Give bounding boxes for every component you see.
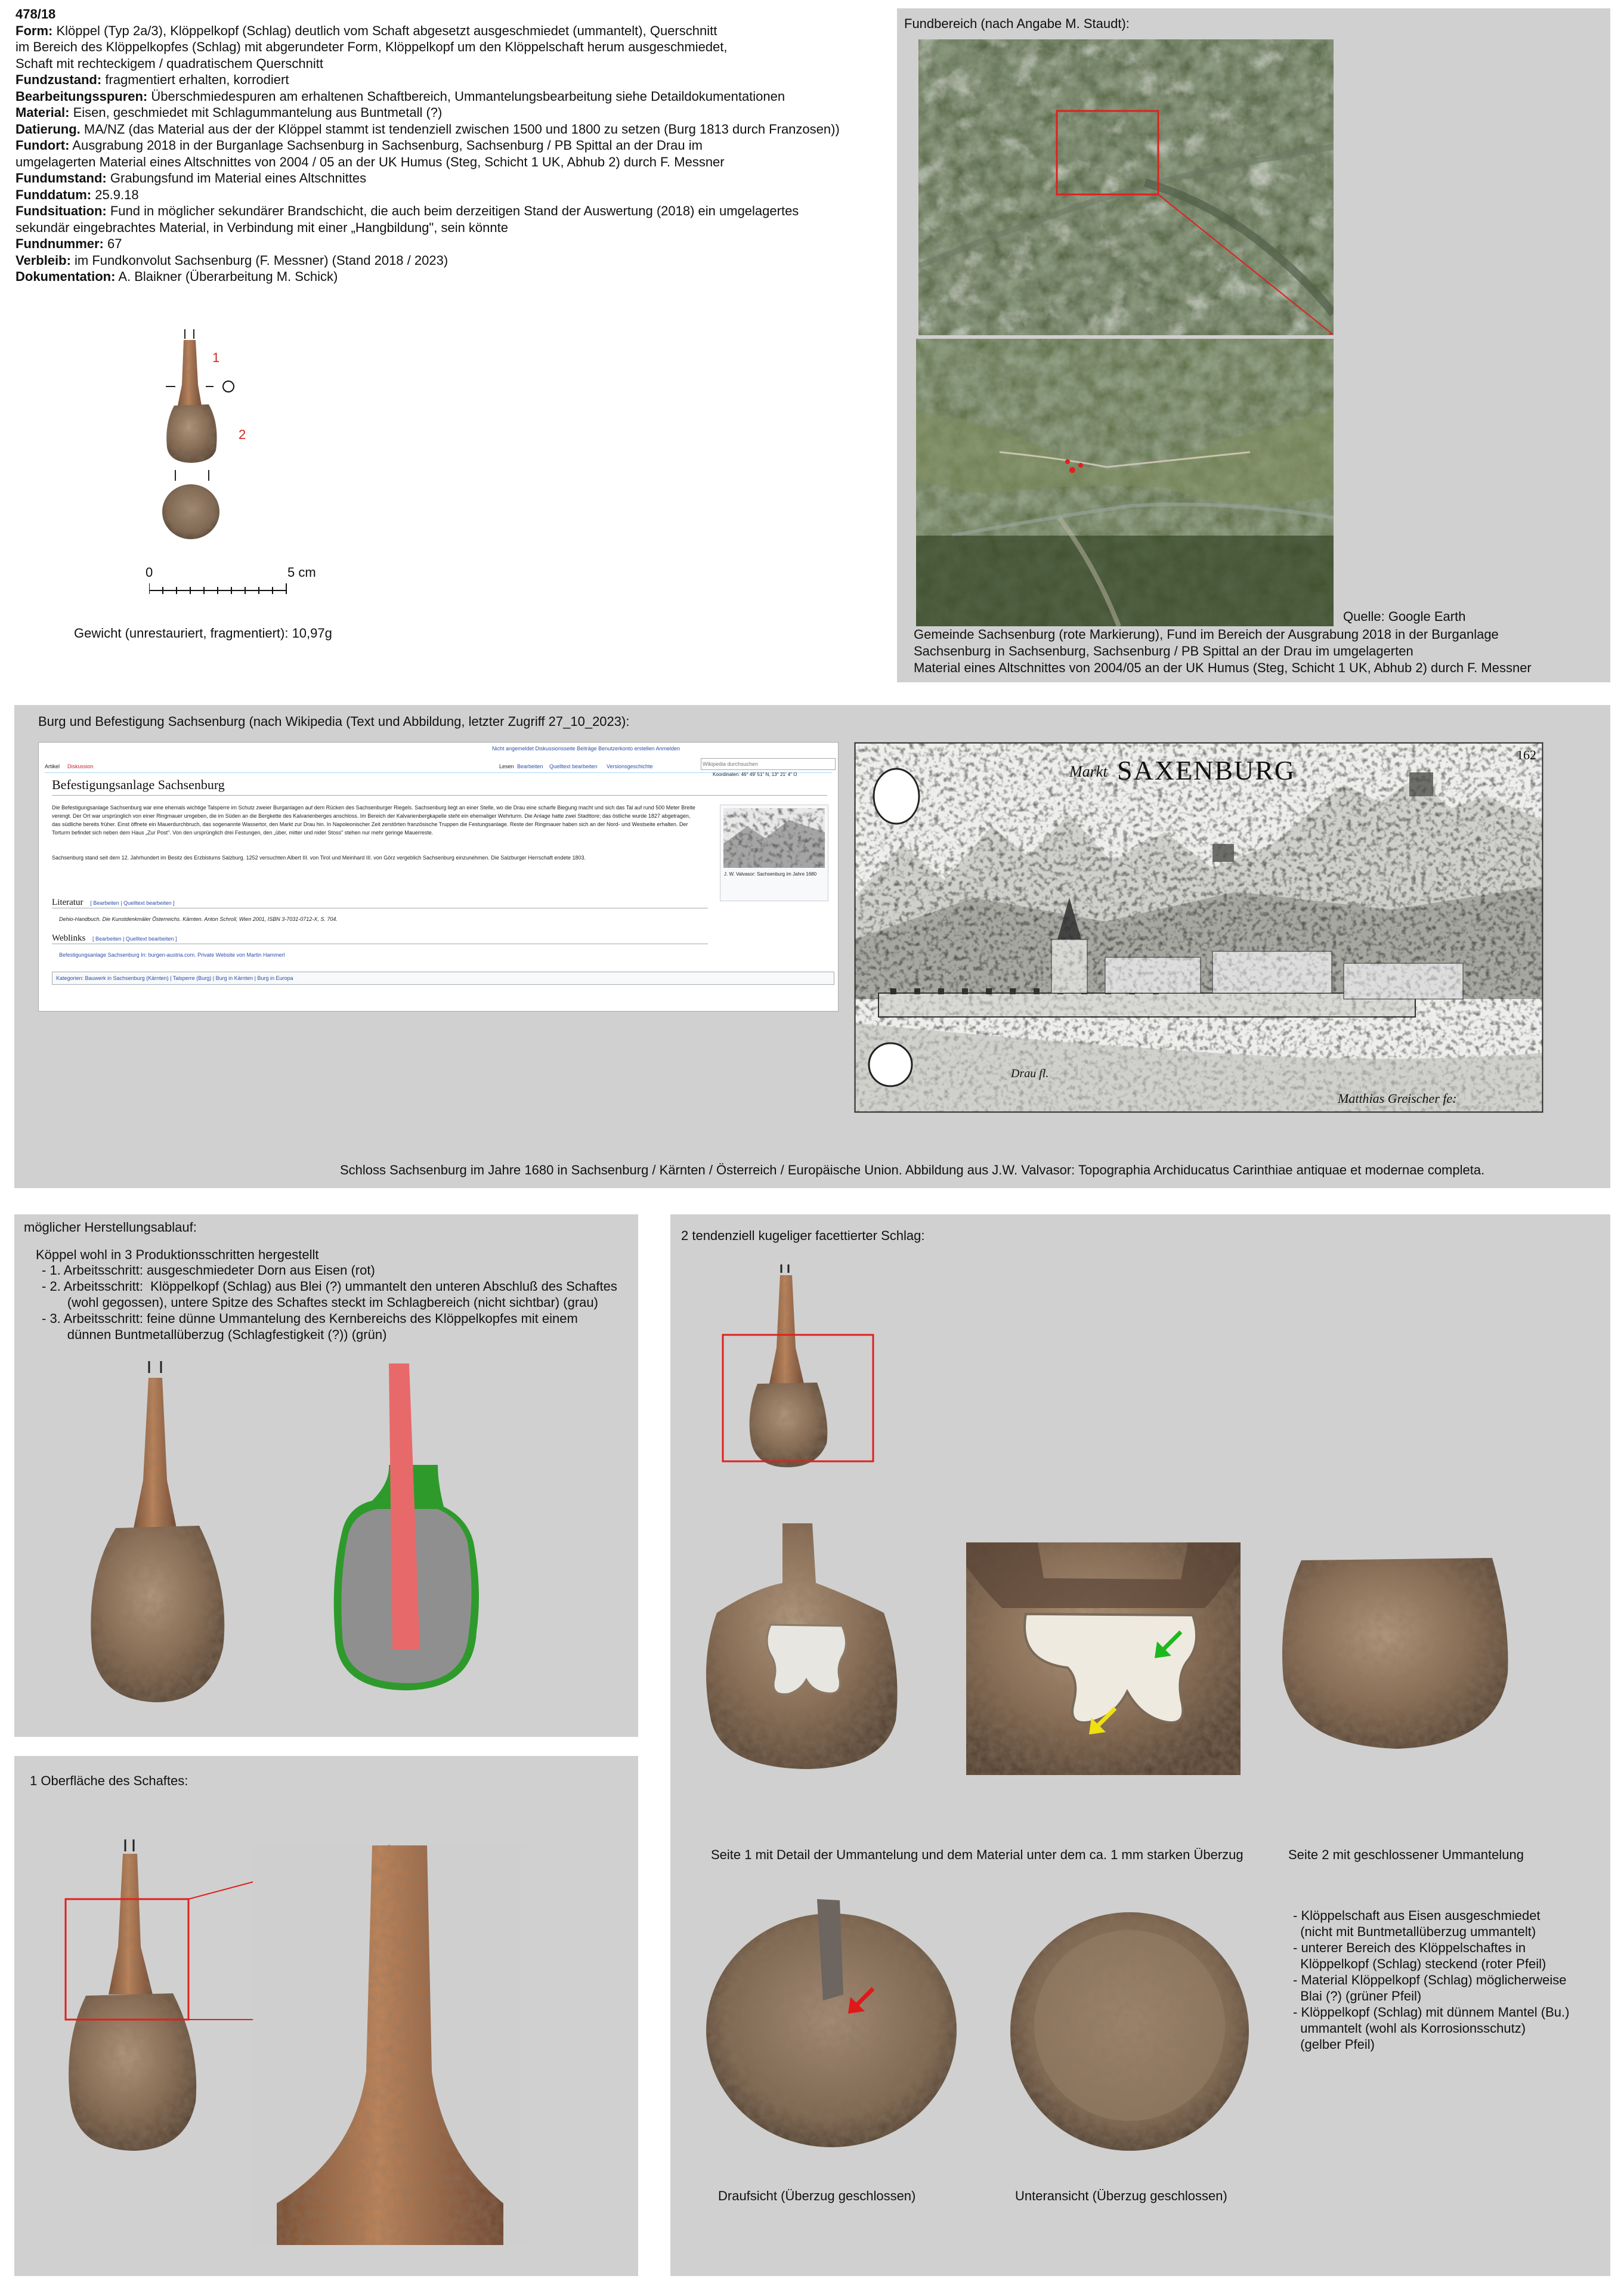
wiki-lit-heading	[52, 898, 708, 908]
production-panel	[14, 1214, 638, 1737]
header-line	[16, 268, 886, 285]
head-title: 2 tendenziell kugeliger facettierter Schlag:	[681, 1228, 925, 1243]
wiki-thumbnail-caption: J. W. Valvasor: Sachsenburg im Jahre 1680	[724, 871, 817, 877]
map-caption-line: Sachsenburg in Sachsenburg, Sachsenburg / PB Spittal an der Drau im umgelagerten	[914, 644, 1413, 658]
head-top-view-photo	[700, 1899, 963, 2150]
head-note-line: - Klöppelkopf (Schlag) mit dünnem Mantel (Bu.)	[1293, 2005, 1570, 2020]
map-caption-line: Gemeinde Sachsenburg (rote Markierung), Fund im Bereich der Ausgrabung 2018 in der Burganlage	[914, 627, 1499, 642]
header-line-text: Ausgrabung 2018 in der Burganlage Sachsenburg in Sachsenburg, Sachsenburg / PB Spittal an der Drau im	[69, 138, 703, 153]
header-line	[16, 154, 886, 171]
map-source: Quelle: Google Earth	[1343, 609, 1466, 624]
header-line	[16, 219, 886, 236]
clapper-photo-process	[74, 1361, 241, 1719]
head-note-line: (nicht mit Buntmetallüberzug ummantelt)	[1293, 1924, 1536, 1939]
header-line	[16, 104, 886, 121]
header-line-label: Fundsituation:	[16, 203, 107, 218]
head-note-line: Blai (?) (grüner Pfeil)	[1293, 1989, 1422, 2003]
wiki-search-input[interactable]	[701, 758, 836, 770]
header-line	[16, 23, 886, 39]
satellite-map-detail	[916, 339, 1334, 626]
header-line-label: Material:	[16, 105, 70, 120]
header-line-text: 25.9.18	[91, 187, 139, 202]
engraving-title-small: Markt	[1069, 763, 1108, 780]
header-line	[16, 170, 886, 187]
header-line-label: Fundzustand:	[16, 72, 102, 87]
wiki-user-links[interactable]: Nicht angemeldet Diskussionsseite Beiträge Benutzerkonto erstellen Anmelden	[492, 746, 680, 752]
tab-discussion[interactable]: Diskussion	[67, 763, 94, 769]
scale-label-5: 5 cm	[287, 565, 316, 580]
engraving-signature: Matthias Greischer fe:	[1338, 1091, 1457, 1106]
header-line-label: Fundnummer:	[16, 236, 104, 251]
production-title: möglicher Herstellungsablauf:	[24, 1220, 197, 1235]
production-step: dünnen Buntmetallüberzug (Schlagfestigkeit (?)) (grün)	[42, 1327, 387, 1342]
header-line-text: Überschmiedespuren am erhaltenen Schaftbereich, Ummantelungsbearbeitung siehe Detaildokumentationen	[147, 88, 785, 104]
wiki-article-title: Befestigungsanlage Sachsenburg	[52, 777, 827, 796]
header-line-text: umgelagerten Material eines Altschnittes von 2004 / 05 an der UK Humus (Steg, Schicht 1 UK, Abhub 2) durch F. Messner	[16, 154, 725, 169]
wiki-categories[interactable]: Kategorien: Bauwerk in Sachsenburg (Kärnten) | Talsperre (Burg) | Burg in Kärnten | Burg in Europa	[52, 972, 834, 985]
shaft-title: 1 Oberfläche des Schaftes:	[30, 1773, 188, 1788]
header-line-label: Fundort:	[16, 138, 70, 153]
header-line-text: im Bereich des Klöppelkopfes (Schlag) mit abgerundeter Form, Klöppelkopf um den Klöppelschaft herum ausgeschmiedet,	[16, 39, 728, 54]
weight-label: Gewicht (unrestauriert, fragmentiert): 10,97g	[74, 626, 332, 641]
wiki-thumbnail	[720, 805, 828, 901]
map-caption	[914, 626, 1606, 676]
map-panel-title: Fundbereich (nach Angabe M. Staudt):	[904, 16, 1130, 31]
production-step: (wohl gegossen), untere Spitze des Schaftes steckt im Schlagbereich (nicht sichtbar) (grau)	[42, 1295, 598, 1310]
header-line-text: fragmentiert erhalten, korrodiert	[101, 72, 289, 87]
header-line-text: Fund in möglicher sekundärer Brandschicht, die auch beim derzeitigen Stand der Auswertung (2018) ein umgelagertes	[106, 203, 799, 218]
head-notes	[1293, 1907, 1603, 2052]
caption-side1: Seite 1 mit Detail der Ummantelung und dem Material unter dem ca. 1 mm starken Überzug	[711, 1847, 1243, 1862]
production-steps	[42, 1262, 632, 1343]
header-line-label: Form:	[16, 23, 53, 38]
wiki-web-item[interactable]: Befestigungsanlage Sachsenburg In: burgen-austria.com. Private Website von Martin Hammerl	[59, 952, 285, 958]
production-schematic	[318, 1363, 497, 1709]
header-line	[16, 236, 886, 252]
wikipedia-screenshot	[38, 742, 839, 1012]
head-side1-photo	[693, 1523, 920, 1774]
caption-side2: Seite 2 mit geschlossener Ummantelung	[1288, 1847, 1524, 1862]
header-line	[16, 252, 886, 269]
header-line-text: MA/NZ (das Material aus der der Klöppel stammt ist tendenziell zwischen 1500 und 1800 zu setzen (Burg 1813 durch Franzosen))	[80, 121, 840, 137]
shaft-detail-photo	[253, 1845, 527, 2245]
tab-article[interactable]: Artikel	[45, 763, 60, 769]
valvasor-engraving	[854, 742, 1543, 1113]
find-description	[16, 23, 886, 285]
header-line-text: 67	[103, 236, 122, 251]
head-side1-detail-photo	[966, 1542, 1241, 1775]
shaft-panel	[14, 1756, 638, 2276]
wiki-web-heading	[52, 933, 708, 944]
scale-label-0: 0	[146, 565, 153, 580]
wiki-body-text-2: Sachsenburg stand seit dem 12. Jahrhundert im Besitz des Erzbistums Salzburg. 1252 versuchten Albert III. von Tirol und Meinhard III. von Görz vergeblich Sachsenburg einzunehmen. Die Salzburger Herrschaft endete 1803.	[52, 855, 586, 861]
head-overview-photo	[722, 1264, 877, 1479]
map-caption-line: Material eines Altschnittes von 2004/05 an der UK Humus (Steg, Schicht 1 UK, Abhub 2) durch F. Messner	[914, 660, 1532, 675]
marker-2: 2	[239, 427, 246, 442]
wiki-lit-edit[interactable]: [ Bearbeiten | Quelltext bearbeiten ]	[90, 900, 175, 906]
engraving-drau-label: Drau fl.	[1011, 1067, 1049, 1080]
header-line-label: Bearbeitungsspuren:	[16, 88, 148, 104]
clapper-drawing	[149, 328, 340, 757]
engraving-caption: Schloss Sachsenburg im Jahre 1680 in Sachsenburg / Kärnten / Österreich / Europäische Union. Abbildung aus J.W. Valvasor: Topographia Archiducatus Carinthiae antiquae et modernae completa.	[340, 1162, 1485, 1177]
find-id: 478/18	[16, 7, 56, 21]
header-line-label: Funddatum:	[16, 187, 92, 202]
tab-edit[interactable]: Bearbeiten	[517, 763, 543, 769]
header-line-text: Grabungsfund im Material eines Altschnittes	[106, 171, 367, 185]
header-line-text: Klöppel (Typ 2a/3), Klöppelkopf (Schlag) deutlich vom Schaft abgesetzt ausgeschmiedet (ummantelt), Querschnitt	[52, 23, 717, 38]
caption-bottom-view: Unteransicht (Überzug geschlossen)	[1015, 2188, 1227, 2203]
wiki-lit-item: Dehio-Handbuch. Die Kunstdenkmäler Österreichs. Kärnten. Anton Schroll, Wien 2001, ISBN 3-7031-0712-X, S. 704.	[59, 916, 338, 922]
header-line	[16, 187, 886, 203]
marker-1: 1	[212, 350, 220, 365]
engraving-number: 162	[1517, 747, 1536, 762]
head-panel	[670, 1214, 1610, 2276]
wiki-web-heading-text: Weblinks	[52, 933, 86, 943]
header-line-text: Eisen, geschmiedet mit Schlagummantelung aus Buntmetall (?)	[69, 105, 443, 120]
header-line	[16, 137, 886, 154]
tab-read[interactable]: Lesen	[499, 763, 514, 769]
header-line	[16, 121, 886, 138]
header-line-text: sekundär eingebrachtes Material, in Verbindung mit einer „Hangbildung", sein könnte	[16, 219, 508, 235]
wiki-panel-title: Burg und Befestigung Sachsenburg (nach Wikipedia (Text und Abbildung, letzter Zugriff 27_10_2023):	[38, 714, 630, 729]
wiki-coordinates: Koordinaten: 46° 49' 51" N, 13° 21' 4" O	[713, 772, 797, 777]
tab-edit-source[interactable]: Quelltext bearbeiten	[549, 763, 598, 769]
engraving-title-big: SAXENBURG	[1117, 755, 1296, 786]
tab-history[interactable]: Versionsgeschichte	[607, 763, 653, 769]
header-line-text: im Fundkonvolut Sachsenburg (F. Messner) (Stand 2018 / 2023)	[70, 252, 448, 268]
production-step: - 2. Arbeitsschritt: Klöppelkopf (Schlag) aus Blei (?) ummantelt den unteren Abschluß des Schaftes	[42, 1279, 617, 1294]
production-step: - 1. Arbeitsschritt: ausgeschmiedeter Dorn aus Eisen (rot)	[42, 1263, 375, 1278]
caption-top-view: Draufsicht (Überzug geschlossen)	[718, 2188, 916, 2203]
wiki-body-text: Die Befestigungsanlage Sachsenburg war eine ehemals wichtige Talsperre im Schutz zweier Burganlagen auf dem Rücken des Sachsenburger Riegels. Sachsenburg liegt an einer Stelle, wo die Drau eine scharfe Biegung macht und sich das Tal auf rund 500 Meter Breite verengt. Der Ort war ursprünglich von einer Ringmauer umgeben, die im Süden an die Bergkette des Kalvarienberges anschloss. Im Bereich der Kalvarienbergkapelle steht ein ehemaliger Wehrturm. Die Anlage hatte zwei Stadttore; das östliche wurde 1827 abgetragen, das südliche bereits früher. Einst öffnete ein Mauerdurchbruch, das sogenannte Wassertor, den Markt zur Drau hin. In Napoleonischer Zeit zerstörten französische Truppen die Festungsanlage. Reste der Ringmauer haben sich an der Nord- und Westseite erhalten. Der Torturm befindet sich neben dem Haus „Zur Post". Von den ursprünglich drei Festungen, den „über, mitter und nider Stoss" stehen nur mehr geringe Mauerreste.	[52, 805, 695, 836]
wiki-lit-heading-text: Literatur	[52, 898, 83, 907]
header-line-label: Datierung.	[16, 121, 81, 137]
head-note-line: (gelber Pfeil)	[1293, 2037, 1375, 2052]
production-intro: Köppel wohl in 3 Produktionsschritten hergestellt	[36, 1247, 319, 1262]
map-panel	[897, 8, 1610, 682]
satellite-map-overview	[918, 39, 1334, 335]
header-line-label: Verbleib:	[16, 252, 71, 268]
header-line-label: Fundumstand:	[16, 171, 107, 185]
header-line	[16, 39, 886, 55]
head-note-line: Klöppelkopf (Schlag) steckend (roter Pfeil)	[1293, 1956, 1546, 1971]
header-line-text: A. Blaikner (Überarbeitung M. Schick)	[115, 269, 338, 284]
head-note-line: - Klöppelschaft aus Eisen ausgeschmiedet	[1293, 1908, 1541, 1923]
header-line	[16, 88, 886, 105]
head-note-line: ummantelt (wohl als Korrosionsschutz)	[1293, 2021, 1526, 2036]
header-line	[16, 55, 886, 72]
head-note-line: - Material Klöppelkopf (Schlag) möglicherweise	[1293, 1972, 1567, 1987]
head-bottom-view-photo	[1004, 1906, 1255, 2157]
header-line	[16, 203, 886, 219]
find-header	[16, 6, 886, 285]
wiki-web-edit[interactable]: [ Bearbeiten | Quelltext bearbeiten ]	[92, 936, 177, 942]
header-line-text: Schaft mit rechteckigem / quadratischem Querschnitt	[16, 55, 323, 71]
head-side2-photo	[1272, 1548, 1516, 1775]
wikipedia-panel	[14, 705, 1610, 1188]
header-line-label: Dokumentation:	[16, 269, 116, 284]
production-step: - 3. Arbeitsschritt: feine dünne Ummantelung des Kernbereichs des Klöppelkopfes mit einem	[42, 1311, 578, 1326]
header-line	[16, 72, 886, 88]
head-note-line: - unterer Bereich des Klöppelschaftes in	[1293, 1940, 1526, 1955]
